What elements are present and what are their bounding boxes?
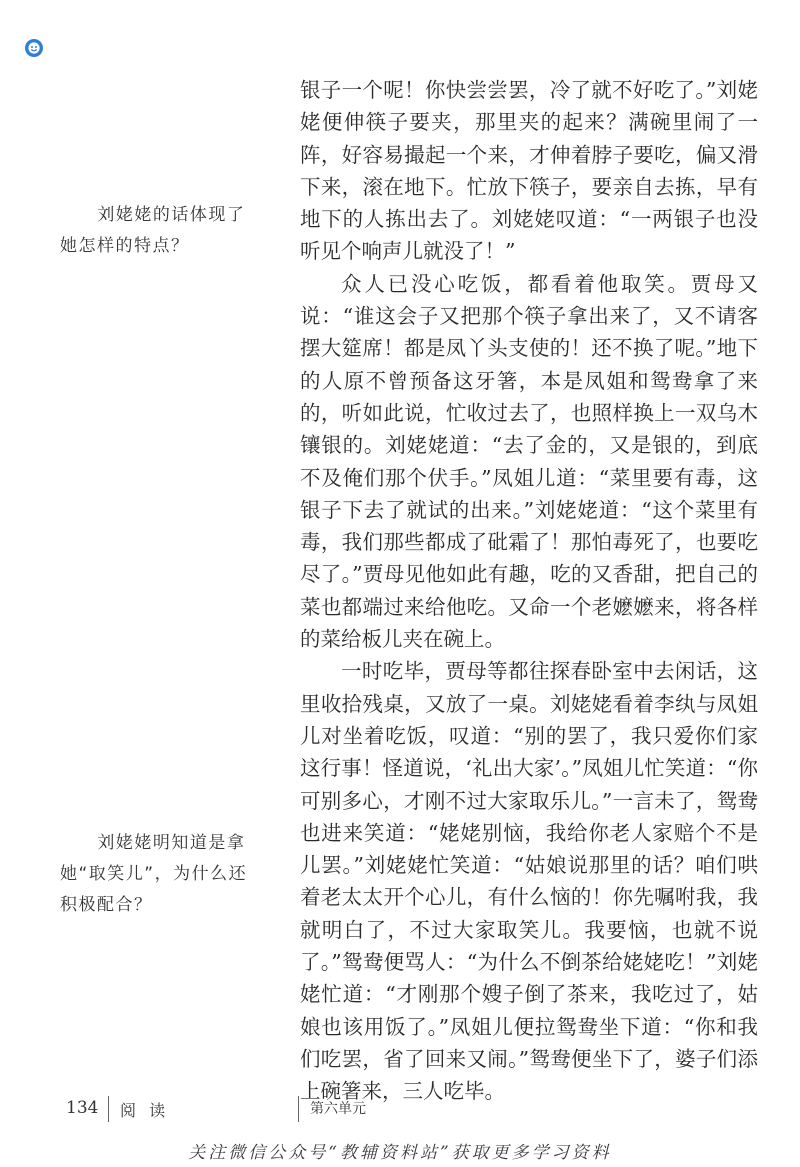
paragraph: 银子一个呢！你快尝尝罢，冷了就不好吃了。”刘姥姥便伸筷子要夹，那里夹的起来？满碗里闹了一阵，好容易撮起一个来，才伸着脖子要吃，偏又滑下来，滚在地下。忙放下筷子，要亲自去拣，早有地下的人拣出去了。刘姥姥叹道：“一两银子也没听见个响声儿就没了！” <box>300 78 758 264</box>
smiley-face-icon <box>24 38 44 58</box>
margin-question-2 <box>60 828 260 921</box>
section-label: 阅 读 <box>120 1101 170 1120</box>
page-number: 134 <box>66 1098 99 1118</box>
footer-divider <box>298 1096 299 1122</box>
paragraph: 一时吃毕，贾母等都往探春卧室中去闲话，这里收拾残桌，又放了一桌。刘姥姥看着李纨与凤姐儿对坐着吃饭，叹道：“别的罢了，我只爱你们家这行事！怪道说，‘礼出大家’。”凤姐儿忙笑道：“你可别多心，才刚不过大家取乐儿。”一言未了，鸳鸯也进来笑道：“姥姥别恼，我给你老人家赔个不是儿罢。”刘姥姥忙笑道：“姑娘说那里的话？咱们哄着老太太开个心儿，有什么恼的！你先嘱咐我，我就明白了，不过大家取笑儿。我要恼，也就不说了。”鸳鸯便骂人：“为什么不倒茶给姥姥吃！”刘姥姥忙道：“才刚那个嫂子倒了茶来，我吃过了，姑娘也该用饭了。”凤姐儿便拉鸳鸯坐下道：“你和我们吃罢，省了回来又闹。”鸳鸯便坐下了，婆子们添上碗箸来，三人吃毕。 <box>300 659 758 1104</box>
footer-divider <box>108 1096 109 1122</box>
margin-question-1 <box>60 200 260 262</box>
paragraph: 众人已没心吃饭，都看着他取笑。贾母又说：“谁这会子又把那个筷子拿出来了，又不请客摆大筵席！都是凤丫头支使的！还不换了呢。”地下的人原不曾预备这牙箸，本是凤姐和鸳鸯拿了来的，听如此说，忙收过去了，也照样换上一双乌木镶银的。刘姥姥道：“去了金的，又是银的，到底不及俺们那个伏手。”凤姐儿道：“菜里要有毒，这银子下去了就试的出来。”刘姥姥道：“这个菜里有毒，我们那些都成了砒霜了！那怕毒死了，也要吃尽了。”贾母见他如此有趣，吃的又香甜，把自己的菜也都端过来给他吃。又命一个老嬷嬷来，将各样的菜给板儿夹在碗上。 <box>300 271 758 652</box>
main-text-column <box>300 74 758 1108</box>
margin-question-text: 刘姥姥明知道是拿她“取笑儿”，为什么还积极配合？ <box>60 833 248 915</box>
unit-label: 第六单元 <box>310 1101 366 1117</box>
margin-question-text: 刘姥姥的话体现了她怎样的特点？ <box>60 205 246 256</box>
watermark-text: 关注微信公众号“教辅资料站”获取更多学习资料 <box>188 1143 612 1163</box>
